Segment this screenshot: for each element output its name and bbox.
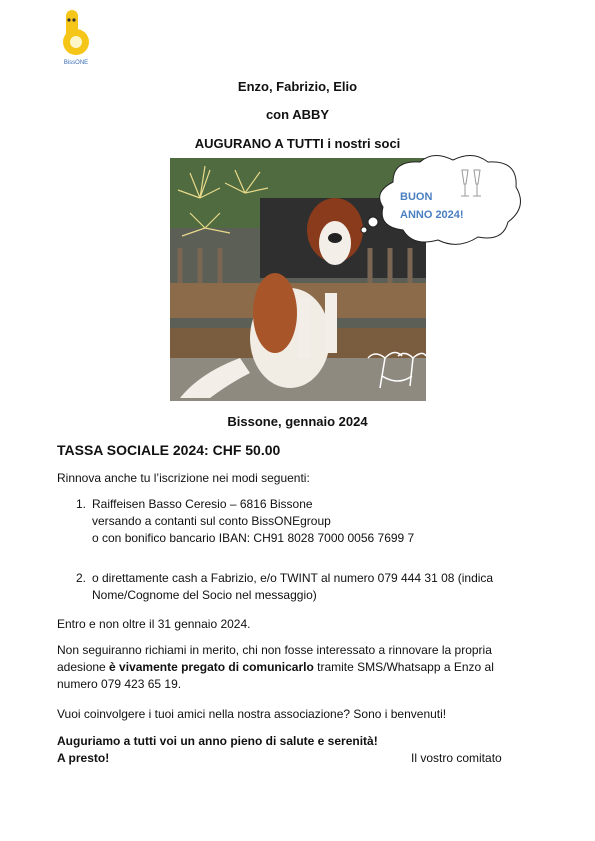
deadline-text: Entro e non oltre il 31 gennaio 2024. xyxy=(57,617,251,631)
option-1-line-1: Raiffeisen Basso Ceresio – 6816 Bissone xyxy=(92,497,313,511)
farewell-text: A presto! xyxy=(57,751,110,765)
option-1 xyxy=(76,496,546,547)
option-1-line-2: versando a contanti sul conto BissONEgroup xyxy=(92,514,331,528)
notice-part-2: tramite SMS/Whatsapp a Enzo al numero 079 423 65 19. xyxy=(57,660,494,691)
bissone-logo xyxy=(58,8,98,70)
option-2 xyxy=(76,570,546,604)
notice-part-1: Non seguiranno richiami in merito, chi non fosse interessato a rinnovare la propria adesione xyxy=(57,643,492,674)
wishes-text: Auguriamo a tutti voi un anno pieno di salute e serenità! xyxy=(57,734,378,748)
greeting-dog: con ABBY xyxy=(265,107,330,122)
greeting-names: Enzo, Fabrizio, Elio xyxy=(237,79,358,94)
intro-text: Rinnova anche tu l’iscrizione nei modi seguenti: xyxy=(57,471,310,485)
bubble-line-1: BUON xyxy=(400,191,433,203)
signature-text: Il vostro comitato xyxy=(411,751,502,765)
bubble-line-2: ANNO 2024! xyxy=(400,209,464,221)
notice-text xyxy=(57,642,535,693)
place-date: Bissone, gennaio 2024 xyxy=(227,414,368,429)
fee-title: TASSA SOCIALE 2024: CHF 50.00 xyxy=(57,442,281,458)
greeting-title: AUGURANO A TUTTI i nostri soci xyxy=(194,136,401,151)
option-1-line-3: o con bonifico bancario IBAN: CH91 8028 7000 0056 7699 7 xyxy=(92,531,415,545)
option-2-line-2: Nome/Cognome del Socio nel messaggio) xyxy=(92,588,317,602)
invite-text: Vuoi coinvolgere i tuoi amici nella nostra associazione? Sono i benvenuti! xyxy=(57,707,447,721)
svg-text:BissONE: BissONE xyxy=(63,60,89,66)
option-2-line-1: o direttamente cash a Fabrizio, e/o TWINT al numero 079 444 31 08 (indica xyxy=(92,571,494,585)
option-1-number: 1. xyxy=(76,497,87,511)
notice-bold: è vivamente pregato di comunicarlo xyxy=(109,660,314,674)
option-2-number: 2. xyxy=(76,571,87,585)
bubble-text xyxy=(400,188,480,224)
